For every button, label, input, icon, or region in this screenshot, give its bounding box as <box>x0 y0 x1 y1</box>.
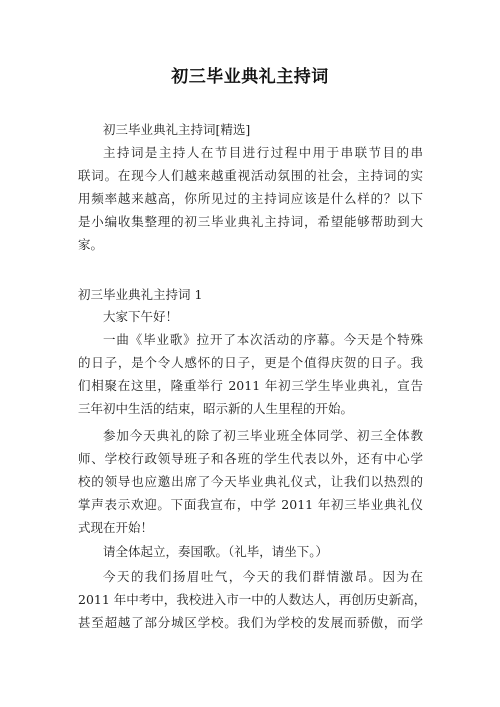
intro-line: 用频率越来越高，你所见过的主持词应该是什么样的？以下 <box>78 191 423 206</box>
paragraph-line: 2011 年中考中，我校进入市一中的人数达人，再创历史新高， <box>78 592 427 607</box>
paragraph-line: 的日子，是个令人感怀的日子，更是个值得庆贺的日子。我 <box>78 355 423 370</box>
paragraph-line: 请全体起立，奏国歌。（礼毕，请坐下。） <box>103 544 329 559</box>
document-title: 初三毕业典礼主持词 <box>171 67 329 87</box>
intro-line: 联词。在现今人们越来越重视活动氛围的社会，主持词的实 <box>78 168 423 183</box>
intro-heading: 初三毕业典礼主持词[精选] <box>103 122 251 137</box>
paragraph-line: 们相聚在这里，隆重举行 2011 年初三学生毕业典礼，宣告 <box>78 378 423 393</box>
paragraph-line: 一曲《毕业歌》拉开了本次活动的序幕。今天是个特殊 <box>103 332 423 347</box>
paragraph-line: 甚至超越了部分城区学校。我们为学校的发展而骄傲，而学 <box>78 615 423 630</box>
section-heading: 初三毕业典礼主持词 1 <box>78 287 203 302</box>
paragraph-line: 校的领导也应邀出席了今天毕业典礼仪式，让我们以热烈的 <box>78 474 423 489</box>
paragraph-line: 师、学校行政领导班子和各班的学生代表以外，还有中心学 <box>78 451 423 466</box>
paragraph-line: 参加今天典礼的除了初三毕业班全体同学、初三全体教 <box>103 428 423 443</box>
paragraph-line: 三年初中生活的结束，昭示新的人生里程的开始。 <box>78 401 354 416</box>
intro-line: 主持词是主持人在节目进行过程中用于串联节目的串 <box>103 145 423 160</box>
paragraph-line: 掌声表示欢迎。下面我宣布，中学 2011 年初三毕业典礼仪 <box>78 497 423 512</box>
intro-line: 家。 <box>78 237 104 252</box>
greeting: 大家下午好！ <box>103 309 179 324</box>
paragraph-line: 式现在开始！ <box>78 520 154 535</box>
intro-line: 是小编收集整理的初三毕业典礼主持词，希望能够帮助到大 <box>78 214 423 229</box>
paragraph-line: 今天的我们扬眉吐气，今天的我们群情激昂。因为在 <box>103 569 423 584</box>
